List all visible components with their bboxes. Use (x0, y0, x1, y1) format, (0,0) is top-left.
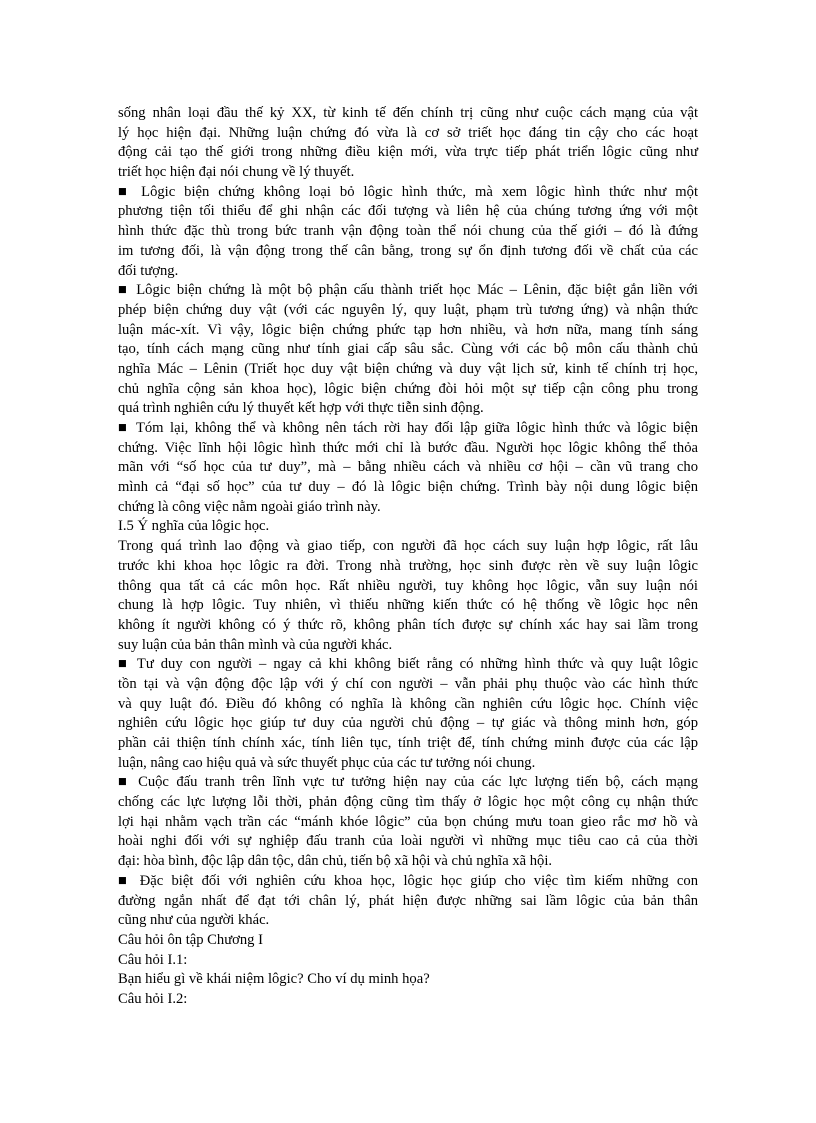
text-line-30: tồn tại và vận động độc lập với ý chí con người – vẫn phải phụ thuộc vào các hình thức (118, 675, 698, 692)
text-line-41: đường ngắn nhất để đạt tới chân lý, phát hiện được những sai lầm lôgic của bản thân (118, 892, 698, 909)
text-line-39: đại: hòa bình, độc lập dân tộc, dân chủ, tiến bộ xã hội và chủ nghĩa xã hội. (118, 853, 553, 870)
text-line-16: quá trình nghiên cứu lý thuyết kết hợp với thực tiễn sinh động. (118, 400, 484, 417)
bullet-paragraph-line-05: ■ Lôgic biện chứng không loại bỏ lôgic hình thức, mà xem lôgic hình thức như một (118, 183, 698, 200)
question-text-1: Bạn hiểu gì về khái niệm lôgic? Cho ví dụ minh họa? (118, 971, 430, 988)
text-line-25: thông qua tất cả các môn học. Rất nhiều người, tuy không học lôgic, vẫn suy luận nói (118, 577, 698, 594)
text-line-01: sống nhân loại đầu thế kỷ XX, từ kinh tế đến chính trị cũng như cuộc cách mạng của vật (118, 105, 698, 121)
text-line-24: trước khi khoa học lôgic ra đời. Trong nhà trường, học sinh được rèn về suy luận lôgic (118, 557, 698, 574)
text-line-21: chứng là công việc nằm ngoài giáo trình này. (118, 498, 381, 515)
text-line-09: đối tượng. (118, 262, 179, 279)
text-line-02: lý học hiện đại. Những luận chứng đó vừa là cơ sở triết học đáng tin cậy cho các hoạt (118, 124, 698, 141)
text-line-12: luận mác-xít. Vì vậy, lôgic biện chứng phức tạp hơn nhiều, và hơn nữa, mang tính sáng (118, 321, 698, 338)
text-line-42: cũng như của người khác. (118, 912, 270, 929)
text-line-33: phần cải thiện tính chính xác, tính liên tục, tính triệt để, tính chứng minh được của các lập (118, 735, 698, 751)
text-line-38: hoài nghi đối với sự nghiệp đấu tranh của loài người vì những mục tiêu cao cả của thời (118, 833, 698, 850)
question-label-2: Câu hỏi I.2: (118, 990, 188, 1007)
text-line-13: tạo, tính cách mạng cũng như tính giai cấp sâu sắc. Cùng với các bộ môn cấu thành chủ (118, 341, 698, 358)
review-heading: Câu hỏi ôn tập Chương I (118, 931, 263, 948)
bullet-paragraph-line-17: ■ Tóm lại, không thể và không nên tách rời hay đối lập giữa lôgic hình thức và lôgic biện (118, 420, 698, 436)
question-label-1: Câu hỏi I.1: (118, 951, 188, 968)
text-line-03: động cải tạo thế giới trong những điều kiện mới, vừa trực tiếp phát triển lôgic cũng như (118, 144, 698, 161)
text-line-32: nghiên cứu lôgic học giúp tư duy của người chủ động – tự giác và thông minh hơn, góp (118, 715, 698, 732)
text-line-18: chứng. Việc lĩnh hội lôgic hình thức mới chỉ là bước đầu. Người học lôgic không thể thỏa (118, 439, 698, 456)
bullet-paragraph-line-35: ■ Cuộc đấu tranh trên lĩnh vực tư tưởng hiện nay của các lực lượng tiến bộ, cách mạng (118, 774, 698, 791)
text-line-36: chống các lực lượng lỗi thời, phản động cũng tìm thấy ở lôgic học một công cụ nhận thức (118, 794, 698, 811)
text-line-15: chủ nghĩa cộng sản khoa học), lôgic biện chứng đòi hỏi một sự tiếp cận công phu trong (118, 380, 698, 397)
text-line-34: luận, nâng cao hiệu quả và sức thuyết phục của các tư tưởng nói chung. (118, 754, 536, 771)
text-line-28: suy luận của bản thân mình và của người khác. (118, 636, 393, 653)
text-line-04: triết học hiện đại nói chung về lý thuyết. (118, 164, 355, 181)
text-line-14: nghĩa Mác – Lênin (Triết học duy vật biện chứng và duy vật lịch sử, kinh tế chính trị học, (118, 360, 698, 377)
bullet-paragraph-line-29: ■ Tư duy con người – ngay cả khi không biết rằng có những hình thức và quy luật lôgic (118, 656, 698, 673)
text-line-26: chung là hợp lôgic. Tuy nhiên, vì thiếu những kiến thức có hệ thống về lôgic học nên (118, 597, 698, 614)
text-line-19: mãn với “số học của tư duy”, mà – bằng nhiều cách và nhiều cơ hội – cần vũ trang cho (118, 459, 698, 476)
text-line-11: phép biện chứng duy vật (với các nguyên lý, quy luật, phạm trù tương ứng) và nhận thức (118, 301, 698, 318)
bullet-paragraph-line-10: ■ Lôgic biện chứng là một bộ phận cấu thành triết học Mác – Lênin, đặc biệt gắn liền với (118, 282, 698, 299)
text-line-08: im tương đối, là vận động trong thế cân bằng, trong sự ổn định tương đối về chất của các (118, 242, 698, 259)
bullet-paragraph-line-40: ■ Đặc biệt đối với nghiên cứu khoa học, lôgic học giúp cho việc tìm kiếm những con (118, 872, 698, 889)
text-line-20: mình cả “đại số học” của tư duy – đó là lôgic biện chứng. Trình bày nội dung lôgic biện (118, 479, 698, 496)
section-heading: I.5 Ý nghĩa của lôgic học. (118, 518, 270, 535)
document-page (118, 104, 698, 1010)
text-line-37: lợi hại nhằm vạch trần các “mánh khóe lôgic” của bọn chúng mưu toan gieo rắc mơ hồ và (118, 813, 698, 830)
text-line-06: phương tiện tối thiểu để ghi nhận các đối tượng và liên hệ của chúng tương ứng với một (118, 203, 698, 220)
text-line-27: không ít người không có ý thức rõ, không phân tích được sự chính xác hay sai lầm trong (118, 616, 698, 633)
text-line-07: hình thức đặc thù trong bức tranh vận động toàn thể nói chung của thế giới – đó là đứng (118, 223, 698, 240)
text-line-31: và quy luật đó. Điều đó không có nghĩa là không cần nghiên cứu lôgic học. Chính việc (118, 695, 698, 712)
text-line-23: Trong quá trình lao động và giao tiếp, con người đã học cách suy luận hợp lôgic, rất lâu (118, 538, 698, 555)
